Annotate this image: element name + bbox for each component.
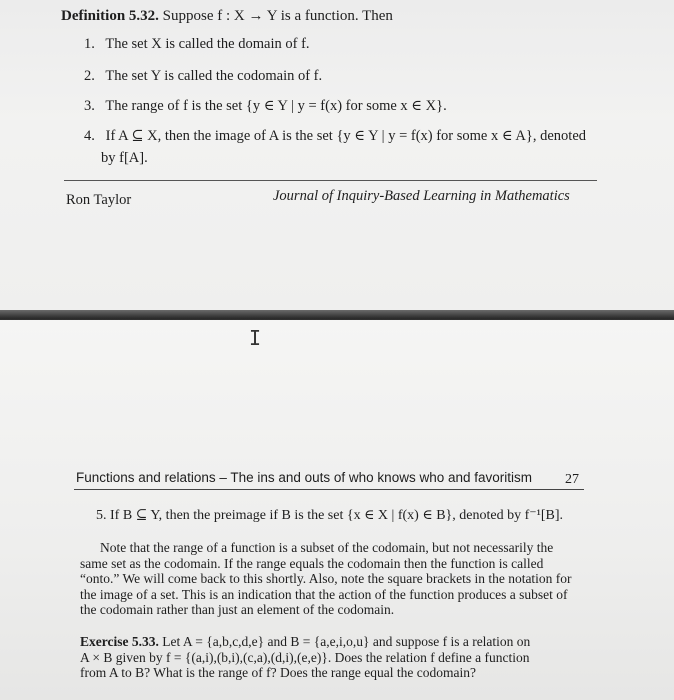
definition-item-3: 3. The range of f is the set {y ∈ Y | y = f(x) for some x ∈ X}. (84, 98, 447, 114)
note-line: same set as the codomain. If the range equals the codomain then the function is called (80, 555, 544, 571)
note-line: “onto.” We will come back to this shortly. Also, note the square brackets in the notation for (80, 571, 572, 586)
definition-item-5: 5. If B ⊆ Y, then the preimage if B is the set {x ∈ X | f(x) ∈ B}, denoted by f⁻¹[B]. (96, 508, 563, 523)
note-line: the image of a set. This is an indication that the action of the function produces a subset of (80, 586, 568, 602)
definition-item-4-continuation: by f[A]. (101, 150, 148, 166)
running-header-title: Functions and relations – The ins and outs of who knows who and favoritism (76, 470, 533, 485)
header-rule (74, 489, 584, 490)
footer-author: Ron Taylor (66, 192, 132, 208)
exercise-line: Exercise 5.33. Let A = {a,b,c,d,e} and B = {a,e,i,o,u} and suppose f is a relation on (80, 634, 531, 649)
textbook-page-top (0, 0, 674, 312)
exercise-line: from A to B? What is the range of f? Does the range equal the codomain? (80, 665, 476, 680)
exercise-label: Exercise 5.33. (80, 634, 159, 649)
footer-rule (64, 180, 597, 181)
page-number: 27 (565, 472, 579, 487)
note-paragraph (80, 540, 604, 618)
definition-item-4: 4. If A ⊆ X, then the image of A is the set {y ∈ Y | y = f(x) for some x ∈ A}, denoted (84, 128, 587, 144)
exercise-paragraph (80, 634, 604, 681)
definition-intro: Suppose f : X → Y is a function. Then (162, 8, 393, 24)
definition-item-2: 2. The set Y is called the codomain of f. (84, 68, 323, 84)
note-line: the codomain rather than just an element of the codomain. (80, 602, 395, 617)
text-cursor-icon: I (249, 326, 262, 350)
exercise-line: A × B given by f = {(a,i),(b,i),(c,a),(d,i),(e,e)}. Does the relation f define a function (80, 649, 530, 665)
footer-journal: Journal of Inquiry-Based Learning in Mathematics (273, 188, 570, 204)
definition-heading (61, 8, 393, 25)
note-line: Note that the range of a function is a subset of the codomain, but not necessarily the (100, 540, 554, 555)
definition-item-1: 1. The set X is called the domain of f. (84, 36, 310, 52)
definition-label: Definition 5.32. (61, 8, 159, 24)
